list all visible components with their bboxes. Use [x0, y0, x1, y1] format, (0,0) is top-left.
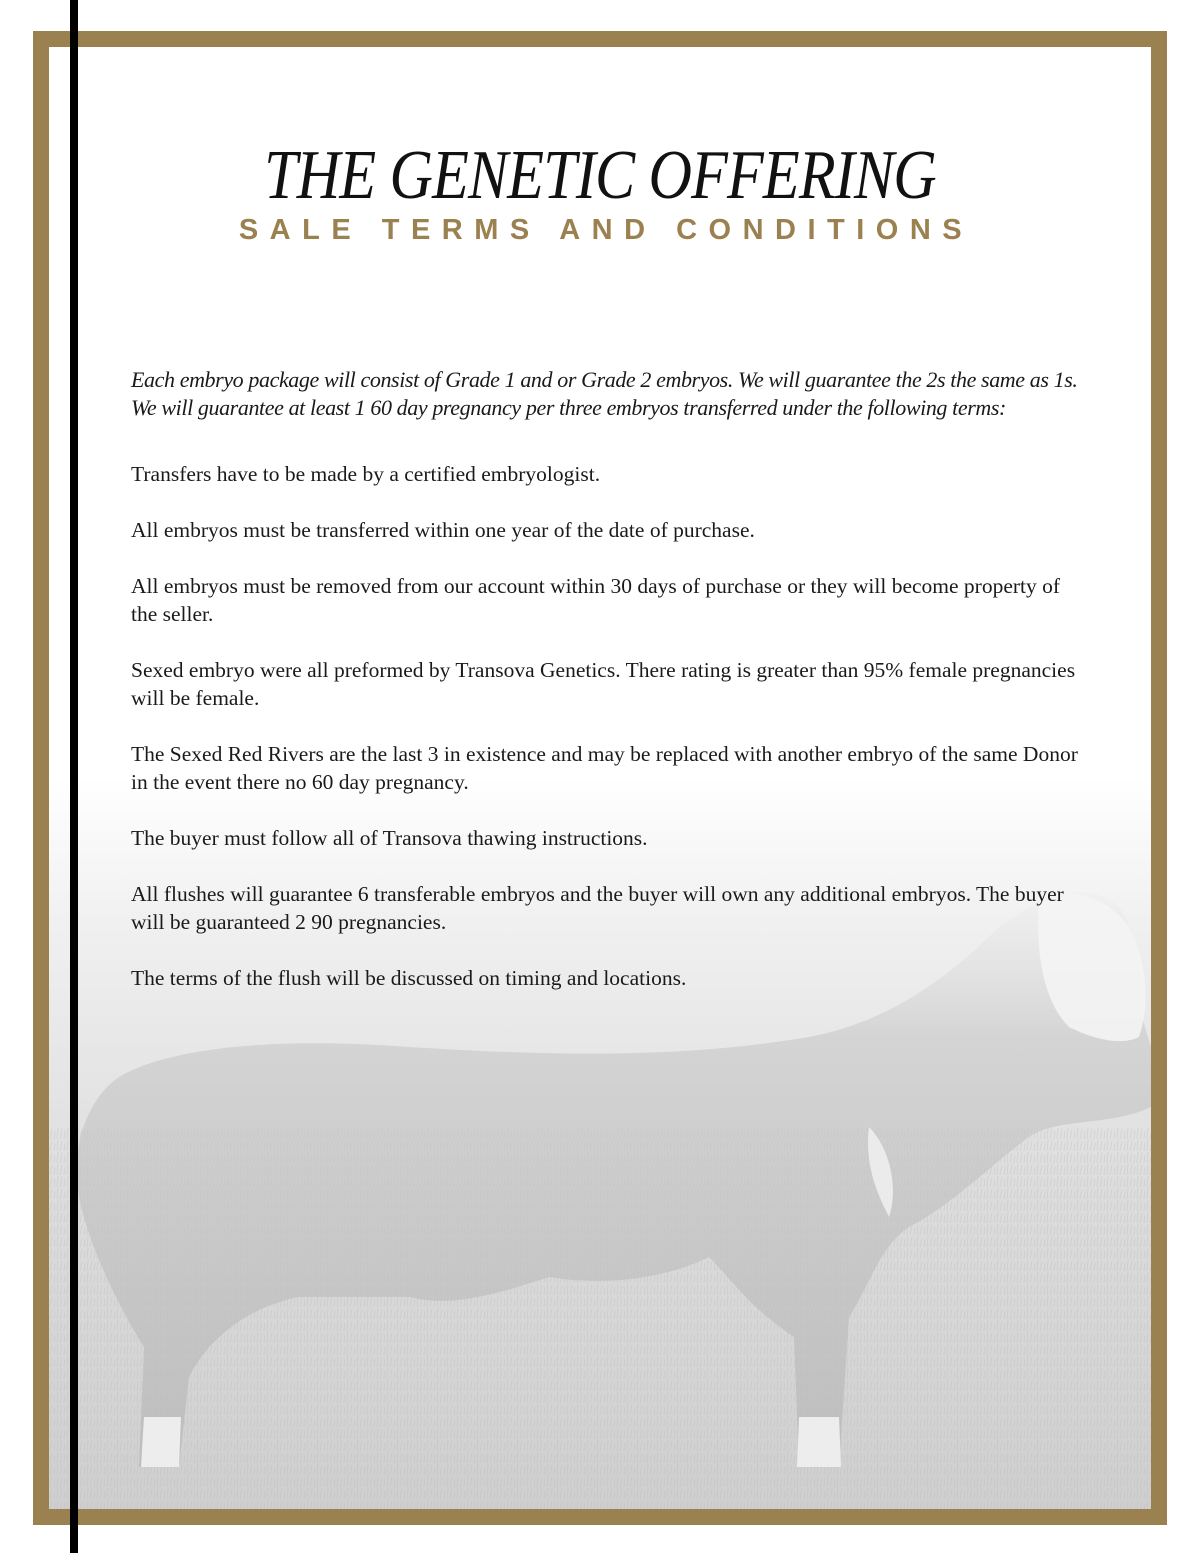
term-item: All flushes will guarantee 6 transferable embryos and the buyer will own any additional embryos. The buyer will be guaranteed 2 90 pregnancies. — [131, 882, 1064, 934]
term-item: The terms of the flush will be discussed on timing and locations. — [131, 966, 687, 990]
terms-content — [131, 366, 1081, 1020]
page-subtitle: SALE TERMS AND CONDITIONS — [238, 214, 974, 246]
term-item: All embryos must be removed from our account within 30 days of purchase or they will become property of the seller. — [131, 574, 1061, 626]
term-item: Transfers have to be made by a certified embryologist. — [131, 462, 601, 486]
term-item: All embryos must be transferred within one year of the date of purchase. — [131, 518, 755, 542]
page-title: THE GENETIC OFFERING — [264, 137, 936, 214]
header — [0, 137, 1200, 247]
intro-paragraph: Each embryo package will consist of Grade 1 and or Grade 2 embryos. We will guarantee the 2s the same as 1s. We will guarantee at least 1 60 day pregnancy per three embryos transferred under the following terms: — [131, 367, 1078, 420]
term-item: The buyer must follow all of Transova thawing instructions. — [131, 826, 648, 850]
term-item: The Sexed Red Rivers are the last 3 in existence and may be replaced with another embryo of the same Donor in the event there no 60 day pregnancy. — [131, 742, 1078, 794]
left-vertical-rule — [70, 0, 78, 1553]
term-item: Sexed embryo were all preformed by Transova Genetics. There rating is greater than 95% female pregnancies will be female. — [131, 658, 1076, 710]
